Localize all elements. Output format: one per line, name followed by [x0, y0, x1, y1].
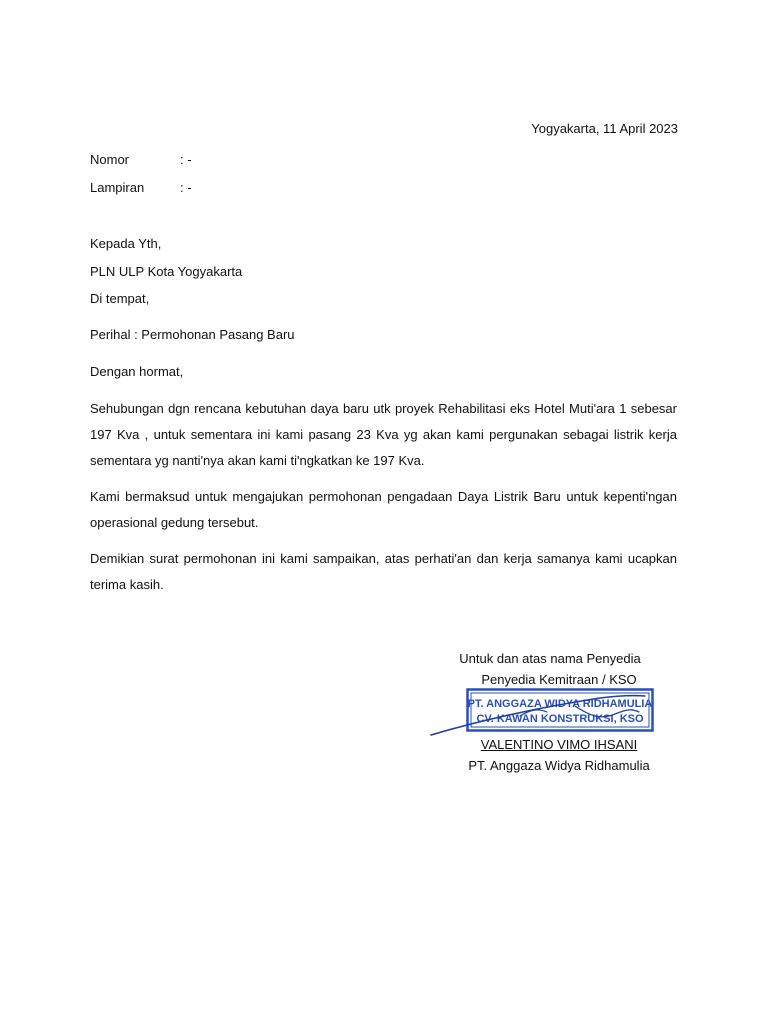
salutation: Dengan hormat,: [90, 364, 184, 379]
lampiran-value: : -: [180, 180, 192, 195]
recipient-line1: Kepada Yth,: [90, 236, 162, 251]
stamp-line2: CV. KAWAN KONSTRUKSI, KSO: [476, 713, 644, 725]
signer-company: PT. Anggaza Widya Ridhamulia: [468, 758, 650, 773]
handwritten-signature: [425, 688, 665, 748]
closing-line1: Untuk dan atas nama Penyedia: [459, 651, 641, 666]
paragraph-1: Sehubungan dgn rencana kebutuhan daya baru utk proyek Rehabilitasi eks Hotel Muti'ara 1 sebesar 197 Kva , untuk sementara ini kami pasang 23 Kva yg akan kami pergunakan sebagai listrik kerja sementara yg nanti'nya akan kami ti'ngkatkan ke 197 Kva.: [90, 401, 677, 468]
nomor-value: : -: [180, 152, 192, 167]
stamp-line1: PT. ANGGAZA WIDYA RIDHAMULIA: [467, 698, 653, 710]
paragraph-3: Demikian surat permohonan ini kami sampaikan, atas perhati'an dan kerja samanya kami ucapkan terima kasih.: [90, 551, 677, 592]
perihal-line: Perihal : Permohonan Pasang Baru: [90, 327, 295, 342]
paragraph-2: Kami bermaksud untuk mengajukan permohonan pengadaan Daya Listrik Baru untuk kepenti'ngan operasional gedung tersebut.: [90, 489, 677, 530]
place-date: Yogyakarta, 11 April 2023: [531, 121, 678, 136]
recipient-line2: PLN ULP Kota Yogyakarta: [90, 264, 243, 279]
lampiran-label: Lampiran: [90, 180, 145, 195]
recipient-line3: Di tempat,: [90, 291, 150, 306]
closing-line2: Penyedia Kemitraan / KSO: [481, 672, 637, 687]
signer-name: VALENTINO VIMO IHSANI: [480, 737, 638, 752]
nomor-label: Nomor: [90, 152, 130, 167]
